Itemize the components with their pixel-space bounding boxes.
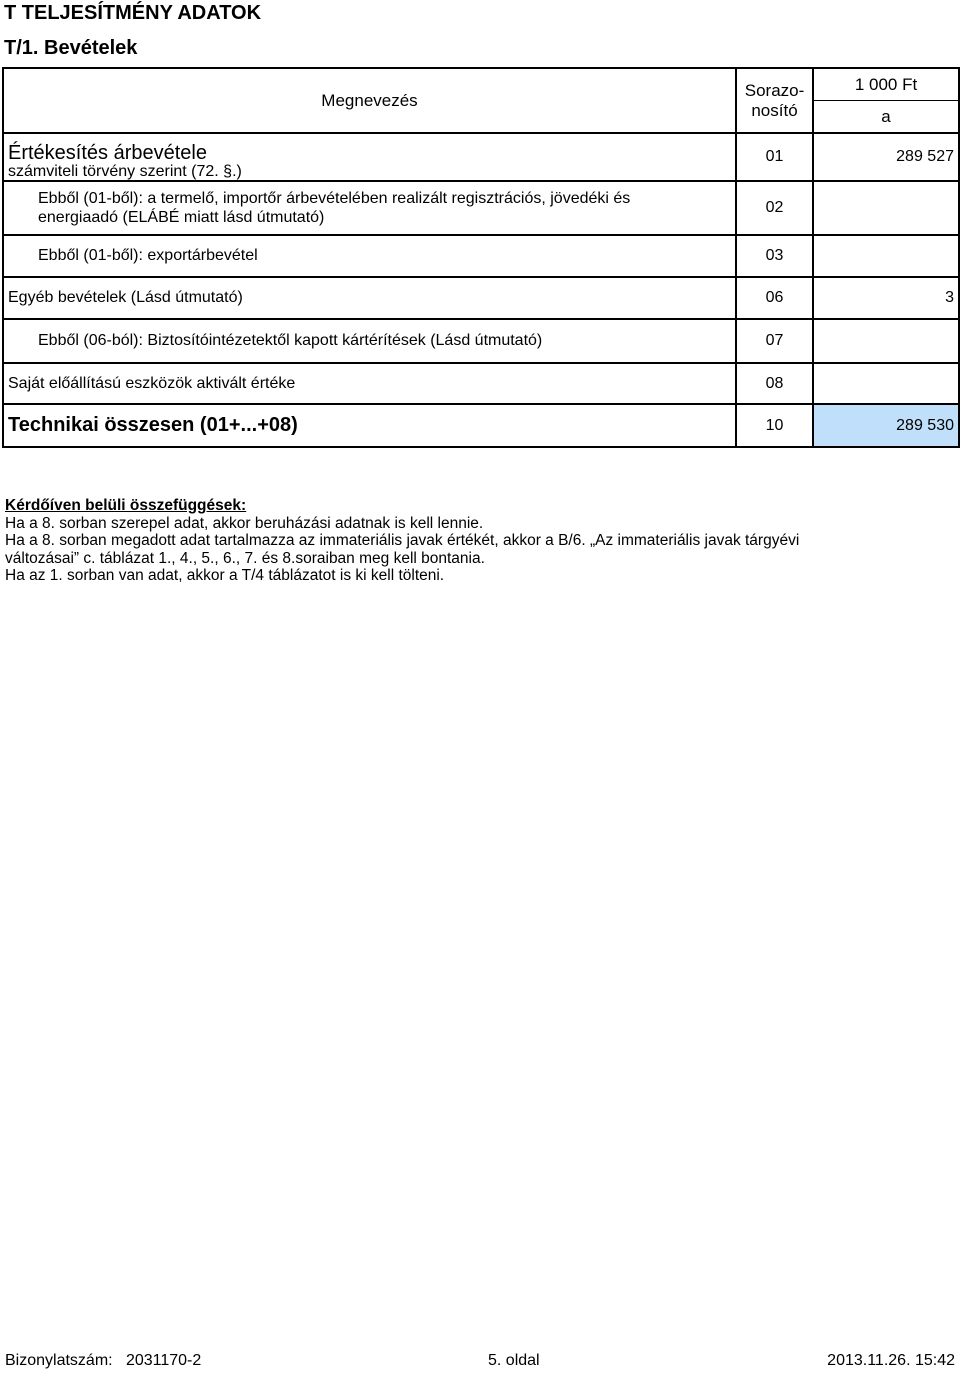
consistency-notes xyxy=(5,497,955,585)
row-label-line1: Ebből (01-ből): a termelő, importőr árbevételében realizált regisztrációs, jövedéki és xyxy=(38,190,631,207)
row-code: 06 xyxy=(736,277,813,319)
row-label: Egyéb bevételek (Lásd útmutató) xyxy=(3,277,736,319)
row-value[interactable]: 289 527 xyxy=(813,133,959,181)
row-value[interactable] xyxy=(813,363,959,404)
column-header-code-line1: Sorazo- xyxy=(744,80,805,100)
page-number: 5 xyxy=(488,1352,497,1369)
table-row xyxy=(3,133,959,181)
column-header-code xyxy=(736,68,813,133)
row-label: Saját előállítású eszközök aktivált értéke xyxy=(3,363,736,404)
column-header-unit xyxy=(813,68,959,133)
row-code: 07 xyxy=(736,319,813,363)
doc-number-value: 2031170-2 xyxy=(125,1352,202,1369)
row-value[interactable]: 3 xyxy=(813,277,959,319)
column-header-name: Megnevezés xyxy=(3,68,736,133)
note-line: Ha a 8. sorban megadott adat tartalmazza az immateriális javak értékét, akkor a B/6. „Az immateriális javak tárgyévi xyxy=(5,532,800,549)
row-label: Ebből (06-ból): Biztosítóintézetektől kapott kártérítések (Lásd útmutató) xyxy=(3,319,736,363)
table-row xyxy=(3,363,959,404)
total-row-label: Technikai összesen (01+...+08) xyxy=(3,404,736,447)
table-row xyxy=(3,277,959,319)
total-row-code: 10 xyxy=(736,404,813,447)
total-row-value: 289 530 xyxy=(813,404,959,447)
row-code: 03 xyxy=(736,235,813,277)
row-label xyxy=(3,181,736,235)
row-value[interactable] xyxy=(813,235,959,277)
value-column-label: a xyxy=(881,106,891,126)
note-line: Ha az 1. sorban van adat, akkor a T/4 táblázatot is ki kell tölteni. xyxy=(5,567,445,584)
row-label-line2: energiaadó (ELÁBÉ miatt lásd útmutató) xyxy=(38,209,325,226)
unit-label: 1 000 Ft xyxy=(814,70,958,101)
row-code: 01 xyxy=(736,133,813,181)
page-title: T TELJESÍTMÉNY ADATOK xyxy=(4,2,262,24)
row-label-main: Értékesítés árbevétele xyxy=(8,141,207,164)
note-line: Ha a 8. sorban szerepel adat, akkor beruházási adatnak is kell lennie. xyxy=(5,514,484,532)
footer-doc-number xyxy=(5,1352,201,1370)
footer-page xyxy=(488,1352,540,1370)
row-code: 02 xyxy=(736,181,813,235)
section-title: T/1. Bevételek xyxy=(4,37,138,59)
note-line: változásai” c. táblázat 1., 4., 5., 6., 7. és 8.soraiban meg kell bontania. xyxy=(5,549,485,567)
footer-timestamp: 2013.11.26. 15:42 xyxy=(827,1352,955,1369)
total-row xyxy=(3,404,959,447)
row-label: Ebből (01-ből): exportárbevétel xyxy=(3,235,736,277)
row-label-sub: számviteli törvény szerint (72. §.) xyxy=(8,162,242,180)
row-code: 08 xyxy=(736,363,813,404)
table-header-row xyxy=(3,68,959,133)
row-value[interactable] xyxy=(813,319,959,363)
table-row xyxy=(3,235,959,277)
table-row xyxy=(3,319,959,363)
row-value[interactable] xyxy=(813,181,959,235)
column-header-code-line2: nosító xyxy=(751,100,798,120)
notes-heading: Kérdőíven belüli összefüggések: xyxy=(5,497,247,514)
page-suffix: . oldal xyxy=(496,1352,540,1369)
revenue-table xyxy=(2,67,960,448)
row-label xyxy=(3,133,736,181)
doc-number-label: Bizonylatszám: xyxy=(5,1352,113,1369)
table-row xyxy=(3,181,959,235)
